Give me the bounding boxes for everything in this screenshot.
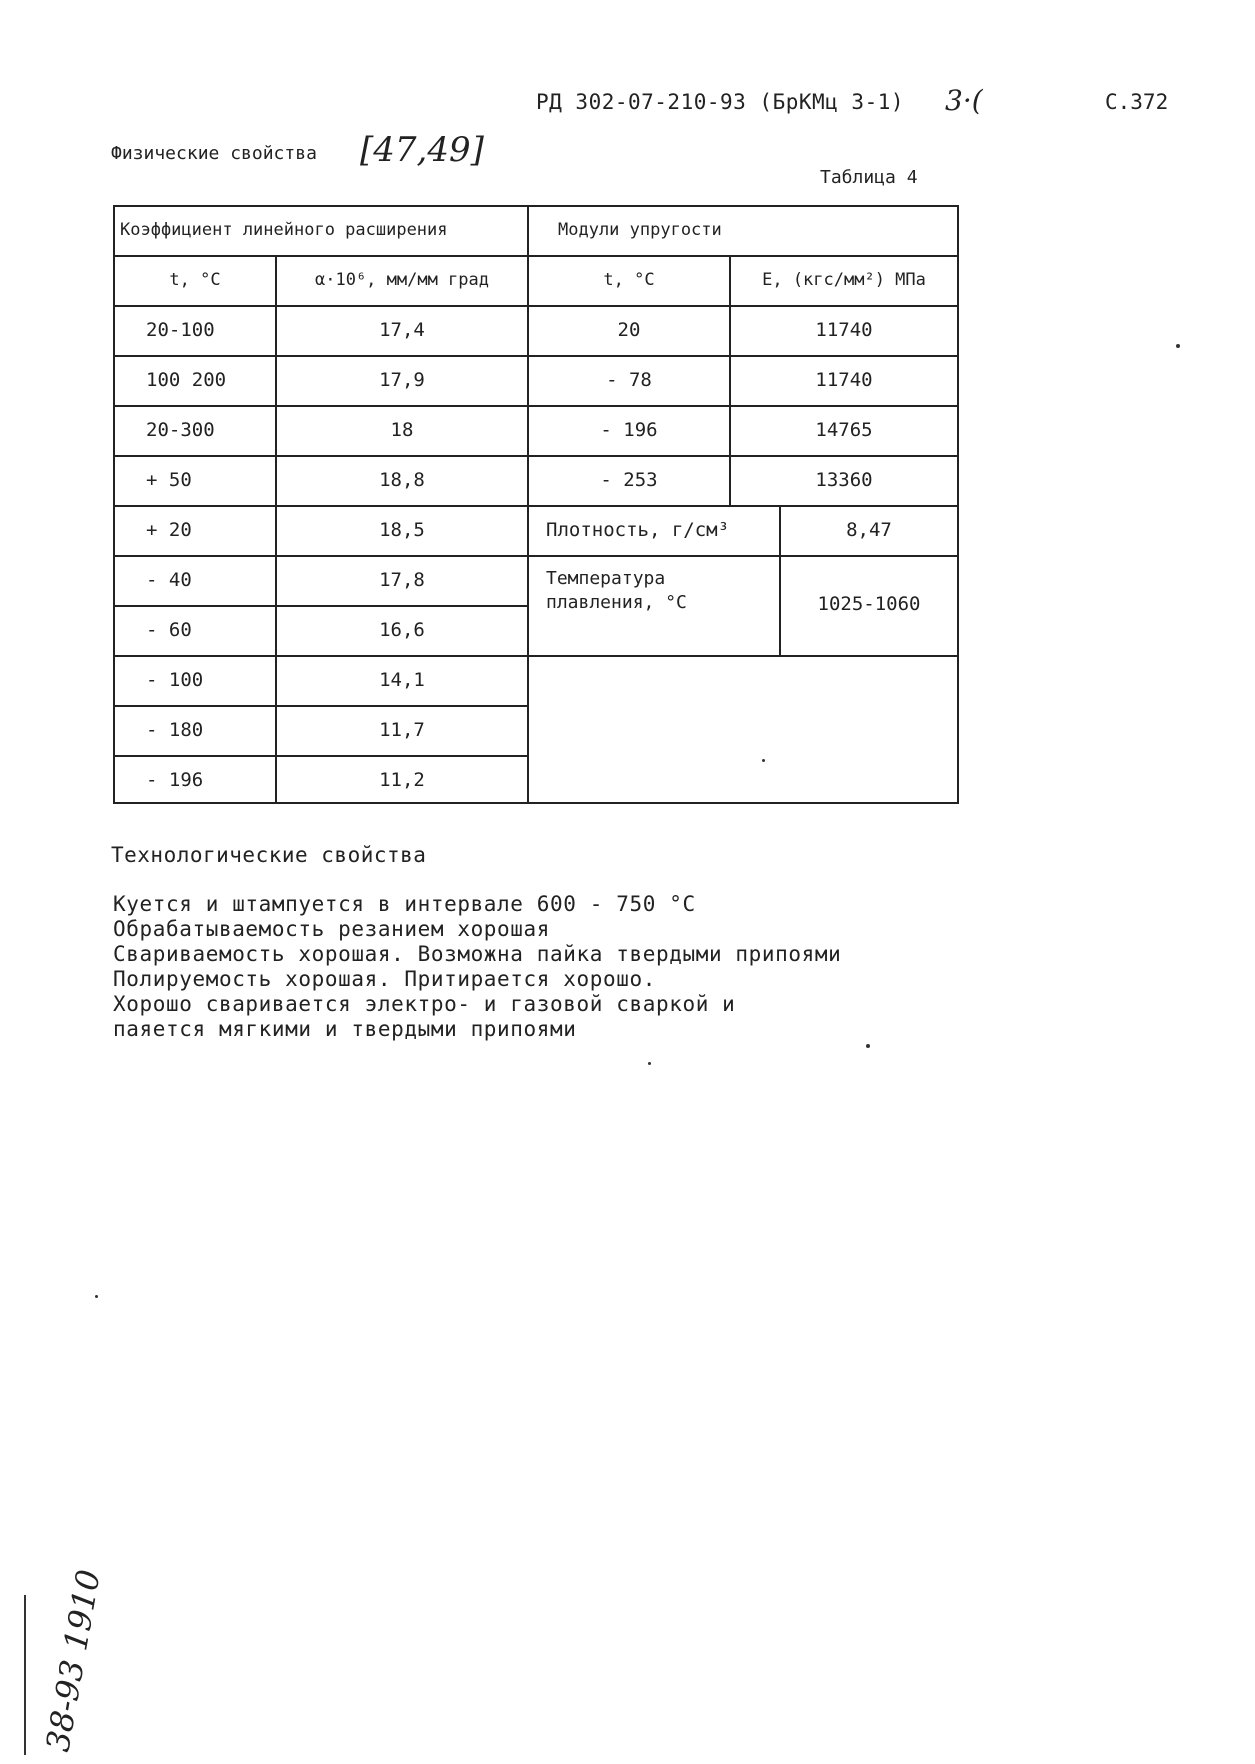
handwritten-mark: 3·( xyxy=(945,84,983,117)
expansion-temp-cell: - 60 xyxy=(146,619,192,641)
density-value: 8,47 xyxy=(846,519,892,541)
tech-line: Хорошо сваривается электро- и газовой сваркой и xyxy=(113,992,736,1016)
svg-text:38-93 1910: 38-93 1910 xyxy=(38,1566,108,1755)
col-temperature-left: t, °С xyxy=(169,270,221,290)
melting-value: 1025-1060 xyxy=(817,593,921,615)
expansion-alpha-cell: 17,8 xyxy=(379,569,425,591)
expansion-alpha-cell: 11,2 xyxy=(379,769,425,791)
melting-label-line1: Температура xyxy=(546,568,666,589)
expansion-temp-cell: 20-100 xyxy=(146,319,215,341)
tech-line: Обрабатываемость резанием хорошая xyxy=(113,917,551,941)
expansion-temp-cell: - 40 xyxy=(146,569,192,591)
col-modulus: Е, (кгс/мм²) МПа xyxy=(762,270,926,290)
expansion-alpha-cell: 14,1 xyxy=(379,669,425,691)
expansion-alpha-cell: 16,6 xyxy=(379,619,425,641)
expansion-temp-cell: 20-300 xyxy=(146,419,215,441)
tech-line: Свариваемость хорошая. Возможна пайка твердыми припоями xyxy=(113,942,842,966)
expansion-temp-cell: + 20 xyxy=(146,519,192,541)
elastic-group-header: Модули упругости xyxy=(558,220,722,240)
elastic-modulus-cell: 13360 xyxy=(815,469,873,491)
elastic-modulus-cell: 11740 xyxy=(815,369,873,391)
density-label: Плотность, г/см³ xyxy=(546,519,730,541)
technological-properties-title: Технологические свойства xyxy=(111,843,427,867)
tech-line: паяется мягкими и твердыми припоями xyxy=(113,1017,577,1041)
expansion-temp-cell: 100 200 xyxy=(146,369,227,391)
expansion-temp-cell: - 196 xyxy=(146,769,204,791)
expansion-temp-cell: - 100 xyxy=(146,669,204,691)
elastic-modulus-cell: 14765 xyxy=(815,419,873,441)
reference-note: [47,49] xyxy=(360,130,484,170)
elastic-modulus-cell: 11740 xyxy=(815,319,873,341)
document-code: РД 302-07-210-93 (БрКМц 3-1) xyxy=(536,90,905,114)
elastic-temp-cell: 20 xyxy=(617,319,641,341)
table-caption: Таблица 4 xyxy=(820,167,918,188)
melting-label-line2: плавления, °С xyxy=(546,592,687,613)
expansion-alpha-cell: 17,9 xyxy=(379,369,425,391)
scan-speck xyxy=(95,1295,98,1298)
expansion-temp-cell: + 50 xyxy=(146,469,192,491)
scan-speck xyxy=(762,759,765,762)
expansion-temp-cell: - 180 xyxy=(146,719,204,741)
col-alpha: α·10⁶, мм/мм град xyxy=(315,270,489,290)
handwritten-stamp xyxy=(10,1566,108,1755)
expansion-group-header: Коэффициент линейного расширения xyxy=(120,220,448,240)
physical-properties-title: Физические свойства xyxy=(111,143,317,164)
tech-line: Полируемость хорошая. Притирается хорошо. xyxy=(113,967,656,991)
col-temperature-right: t, °С xyxy=(603,270,655,290)
technological-properties-text xyxy=(113,892,841,1042)
expansion-alpha-cell: 11,7 xyxy=(379,719,425,741)
scan-speck xyxy=(648,1062,651,1065)
expansion-alpha-cell: 18 xyxy=(390,419,414,441)
scan-speck xyxy=(866,1044,870,1048)
expansion-alpha-cell: 18,8 xyxy=(379,469,425,491)
page-number: С.372 xyxy=(1105,90,1169,114)
expansion-alpha-cell: 18,5 xyxy=(379,519,425,541)
elastic-temp-cell: - 196 xyxy=(600,419,658,441)
tech-line: Куется и штампуется в интервале 600 - 750 °С xyxy=(113,892,696,916)
elastic-temp-cell: - 253 xyxy=(600,469,658,491)
elastic-temp-cell: - 78 xyxy=(606,369,652,391)
scan-speck xyxy=(1176,344,1180,348)
expansion-alpha-cell: 17,4 xyxy=(379,319,425,341)
